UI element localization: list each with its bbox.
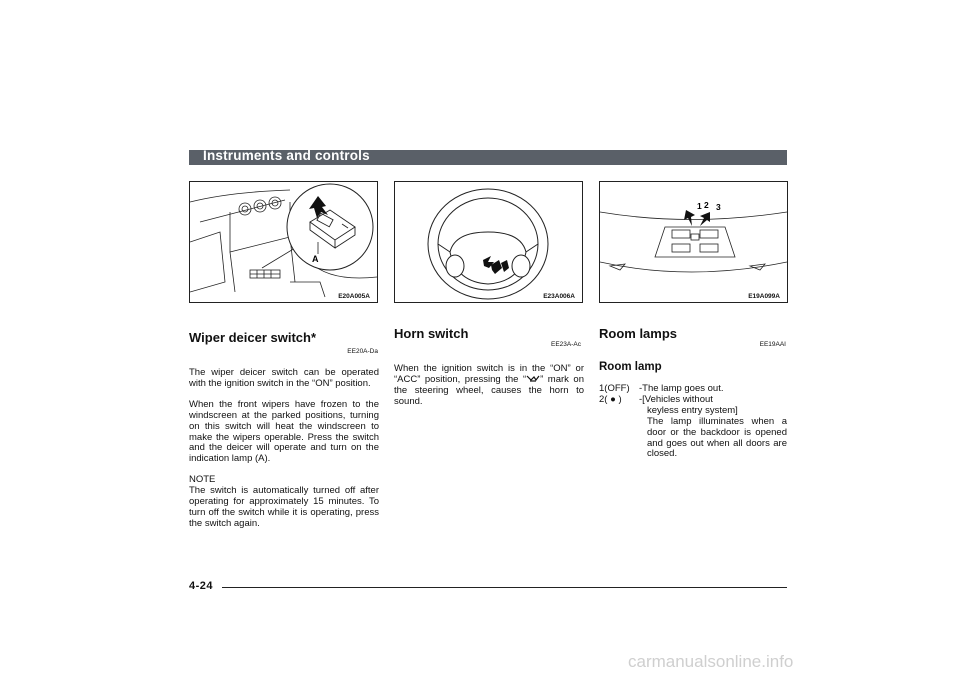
horn-section-code: EE23A-Ac — [551, 341, 581, 348]
figure-wiper-deicer — [189, 181, 378, 303]
room-lamp-illustration — [600, 182, 787, 302]
figure-code: E19A099A — [748, 293, 780, 300]
list-item — [599, 395, 787, 417]
wiper-section-title: Wiper deicer switch* — [189, 330, 317, 345]
wiper-section-code: EE20A-Da — [347, 348, 378, 355]
wiper-paragraph-2: When the front wipers have frozen to the windscreen at the parked positions, turning on this switch will heat the windscreen to make the wipers operable. Press the switch and the deicer will operate and turn on the indication lamp (A). — [189, 398, 379, 465]
wiper-paragraph-1: The wiper deicer switch can be operated with the ignition switch in the “ON” position. — [189, 367, 379, 389]
figure-label-3: 3 — [716, 202, 721, 212]
list-item-continuation: The lamp illuminates when a door or the backdoor is opened and goes out when all doors are closed. — [647, 415, 787, 460]
horn-paragraph: When the ignition switch is in the “ON” or “ACC” position, pressing the “ ” mark on the steering wheel, causes the horn to sound. — [394, 363, 585, 407]
figure-label-2: 2 — [704, 200, 709, 210]
horn-section-body — [394, 364, 584, 418]
list-item-value: -[Vehicles without keyless entry system] — [639, 393, 738, 416]
note-text: The switch is automatically turned off after operating for approximately 15 minutes. To turn off the switch while it is operating, press the switch again. — [189, 485, 379, 529]
watermark: carmanualsonline.info — [628, 652, 794, 671]
section-header-bar — [189, 150, 787, 165]
section-header-title: Instruments and controls — [203, 148, 370, 163]
figure-code: E23A006A — [543, 293, 575, 300]
figure-room-lamp — [599, 181, 788, 303]
note-label: NOTE — [189, 474, 216, 486]
figure-label-1: 1 — [697, 201, 702, 211]
figure-horn-switch — [394, 181, 583, 303]
list-item-value: -The lamp goes out. — [639, 383, 724, 394]
room-lamp-list — [599, 384, 787, 460]
wiper-deicer-illustration — [190, 182, 377, 302]
wiper-section-body — [189, 368, 379, 540]
figure-code: E20A005A — [338, 293, 370, 300]
page-number: 4-24 — [189, 580, 214, 592]
steering-wheel-illustration — [395, 182, 582, 302]
horn-icon — [526, 375, 540, 383]
figure-label-a: A — [312, 254, 319, 264]
list-item-key: 1(OFF) — [599, 383, 630, 394]
footer-rule — [222, 587, 787, 588]
list-item-key: 2( ● ) — [599, 393, 622, 405]
room-section-code: EE19AAI — [759, 341, 786, 348]
horn-section-title: Horn switch — [394, 326, 469, 341]
room-section-title: Room lamps — [599, 326, 678, 341]
room-lamp-subtitle: Room lamp — [599, 361, 662, 373]
